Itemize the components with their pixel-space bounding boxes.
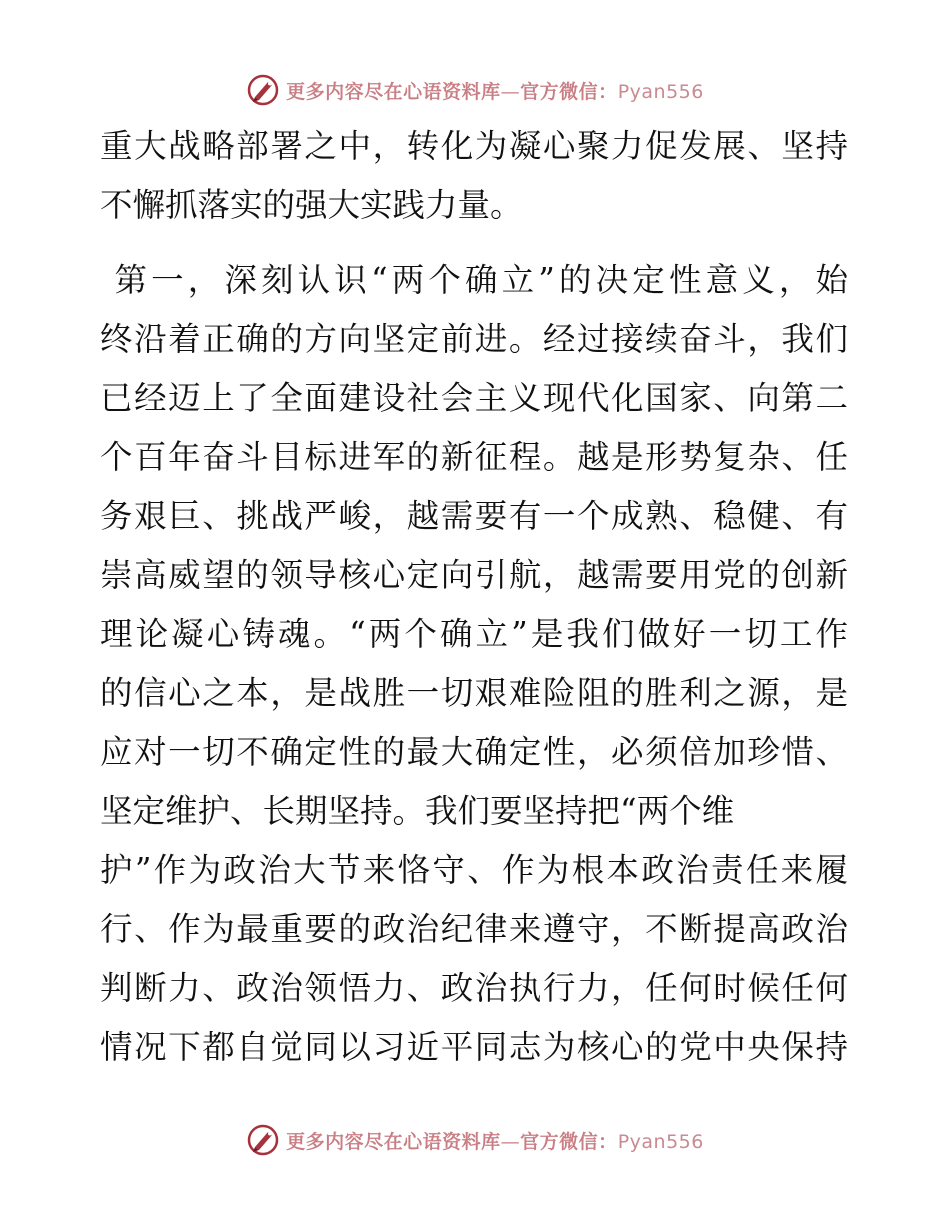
text-line: 第一，深刻认识“两个确立”的决定性意义，始 (100, 261, 848, 299)
text-line: 崇高威望的领导核心定向引航，越需要用党的创新 (100, 556, 848, 594)
document-body (100, 117, 848, 1077)
pen-logo-icon (246, 73, 280, 107)
banner-dash: — (500, 80, 521, 103)
footer-banner (0, 1120, 950, 1160)
text-line: 重大战略部署之中，转化为凝心聚力促发展、坚持 (100, 127, 848, 165)
text-line: 护”作为政治大节来恪守、作为根本政治责任来履 (100, 851, 848, 889)
banner-site-text: 更多内容尽在心语资料库 (286, 1130, 501, 1153)
banner-wechat-id: Pyan556 (617, 80, 704, 103)
banner-text (286, 77, 704, 104)
banner-site-text: 更多内容尽在心语资料库 (286, 80, 501, 103)
text-line: 已经迈上了全面建设社会主义现代化国家、向第二 (100, 379, 848, 417)
banner-wechat-label: 官方微信： (520, 80, 618, 103)
text-line: 应对一切不确定性的最大确定性，必须倍加珍惜、 (100, 733, 848, 771)
text-line: 情况下都自觉同以习近平同志为核心的党中央保持 (100, 1028, 848, 1066)
text-line: 的信心之本，是战胜一切艰难险阻的胜利之源，是 (100, 674, 848, 712)
text-line: 理论凝心铸魂。“两个确立”是我们做好一切工作 (100, 615, 848, 653)
text-line: 务艰巨、挑战严峻，越需要有一个成熟、稳健、有 (100, 497, 848, 535)
text-line: 判断力、政治领悟力、政治执行力，任何时候任何 (100, 969, 848, 1007)
banner-text (286, 1127, 704, 1154)
text-line: 个百年奋斗目标进军的新征程。越是形势复杂、任 (100, 438, 848, 476)
text-line: 行、作为最重要的政治纪律来遵守，不断提高政治 (100, 910, 848, 948)
text-line: 不懈抓落实的强大实践力量。 (100, 186, 523, 224)
text-line: 坚定维护、长期坚持。我们要坚持把“两个维 (100, 792, 735, 830)
paragraph-1 (100, 117, 848, 235)
banner-dash: — (500, 1130, 521, 1153)
text-line: 终沿着正确的方向坚定前进。经过接续奋斗，我们 (100, 320, 848, 358)
paragraph-2 (100, 251, 848, 1077)
pen-logo-icon (246, 1123, 280, 1157)
banner-wechat-id: Pyan556 (617, 1130, 704, 1153)
header-banner (0, 70, 950, 110)
banner-wechat-label: 官方微信： (520, 1130, 618, 1153)
